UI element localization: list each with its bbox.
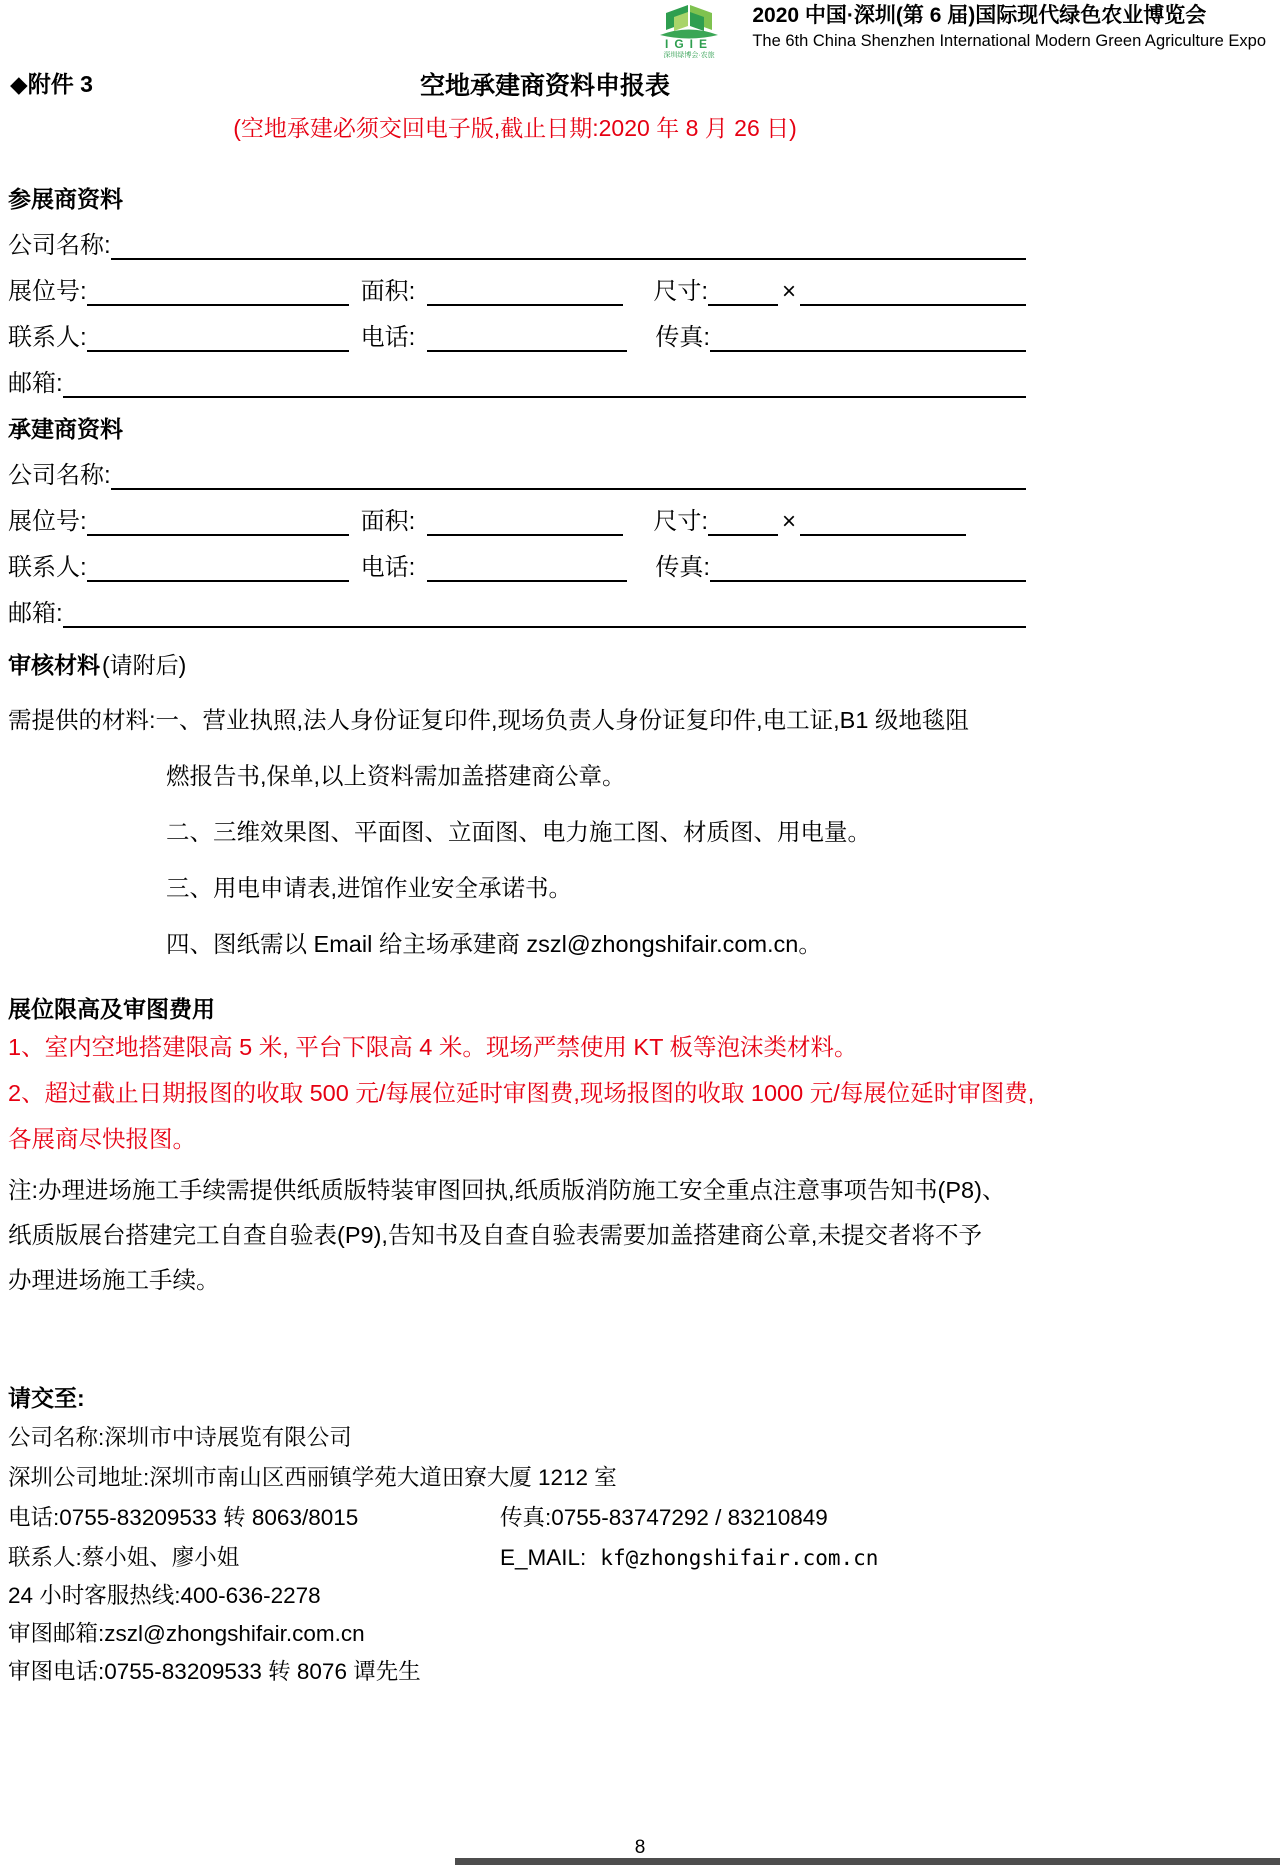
review-materials-heading-suffix: (请附后)	[102, 652, 187, 678]
expo-title-en: The 6th China Shenzhen International Modern Green Agriculture Expo	[752, 32, 1266, 50]
material-item	[8, 692, 1266, 748]
multiply-sign: ×	[782, 508, 797, 535]
logo-subtext: 深圳绿博会·农旅	[663, 52, 716, 59]
contractor-section-heading: 承建商资料	[8, 416, 123, 442]
exhibitor-section	[8, 176, 1026, 398]
company-name-field	[111, 462, 1026, 490]
form-title: 空地承建商资料申报表	[419, 72, 670, 100]
review-materials-heading: 审核材料	[8, 652, 100, 678]
booth-number-field	[87, 278, 349, 306]
service-hotline: 24 小时客服热线:400-636-2278	[8, 1583, 321, 1608]
materials-list	[8, 692, 1266, 972]
size-width-field	[708, 278, 778, 306]
material-item: 二、三维效果图、平面图、立面图、电力施工图、材质图、用电量。	[166, 819, 871, 845]
phone-label: 电话:	[360, 324, 416, 351]
contact-person-field	[87, 554, 349, 582]
contact-person-label: 联系人:	[8, 324, 87, 351]
entry-note-line-1: 注:办理进场施工手续需提供纸质版特装审图回执,纸质版消防施工安全重点注意事项告知书(P8)、	[8, 1177, 1006, 1203]
submit-email-label: E_MAIL:	[500, 1545, 587, 1570]
logo-acronym: IGIE	[665, 37, 714, 51]
attachment-label: ◆附件 3	[10, 71, 93, 97]
submit-heading: 请交至:	[8, 1385, 85, 1411]
contractor-section	[8, 398, 1026, 628]
email-label: 邮箱:	[8, 600, 63, 627]
size-length-field	[800, 508, 966, 536]
email-field	[63, 370, 1026, 398]
area-field	[427, 278, 623, 306]
booth-number-label: 展位号:	[8, 278, 87, 305]
contractor-booth-row	[8, 490, 1026, 536]
exhibitor-contact-row	[8, 306, 1026, 352]
phone-field	[427, 554, 627, 582]
company-name-label: 公司名称:	[8, 462, 111, 489]
exhibitor-section-heading: 参展商资料	[8, 186, 123, 212]
review-phone: 审图电话:0755-83209533 转 8076 谭先生	[8, 1659, 421, 1684]
header-titles	[752, 2, 1266, 52]
height-fees-heading: 展位限高及审图费用	[8, 996, 215, 1022]
exhibitor-company-row	[8, 214, 1026, 260]
material-item-text: 一、营业执照,法人身份证复印件,现场负责人身份证复印件,电工证,B1 级地毯阻	[155, 707, 969, 733]
submit-phone: 电话:0755-83209533 转 8063/8015	[8, 1505, 359, 1530]
submit-phone-fax-row	[8, 1493, 1280, 1533]
email-field	[63, 600, 1026, 628]
review-materials-heading-row	[8, 628, 1026, 680]
size-label: 尺寸:	[653, 278, 709, 305]
material-item: 燃报告书,保单,以上资料需加盖搭建商公章。	[166, 763, 626, 789]
contractor-contact-row	[8, 536, 1026, 582]
area-field	[427, 508, 623, 536]
scan-artifact-bar	[455, 1858, 1280, 1865]
header	[0, 0, 1280, 62]
review-email: 审图邮箱:zszl@zhongshifair.com.cn	[8, 1621, 365, 1646]
height-fee-note-1: 1、室内空地搭建限高 5 米, 平台下限高 4 米。现场严禁使用 KT 板等泡沫类材料。	[8, 1034, 858, 1060]
height-fee-note-3: 各展商尽快报图。	[8, 1126, 196, 1152]
booth-number-field	[87, 508, 349, 536]
size-width-field	[708, 508, 778, 536]
page-number: 8	[634, 1837, 646, 1858]
expo-title-cn: 2020 中国·深圳(第 6 届)国际现代绿色农业博览会	[752, 4, 1207, 27]
submit-fax: 传真:0755-83747292 / 83210849	[500, 1505, 828, 1530]
document-title-row	[0, 66, 1030, 102]
company-name-field	[111, 232, 1026, 260]
contractor-company-row	[8, 444, 1026, 490]
fax-label: 传真:	[655, 324, 711, 351]
expo-logo-icon	[636, 2, 742, 59]
size-label: 尺寸:	[653, 508, 709, 535]
fax-field	[710, 324, 1026, 352]
entry-note-line-3: 办理进场施工手续。	[8, 1267, 220, 1293]
submit-email: kf@zhongshifair.com.cn	[600, 1546, 879, 1570]
entry-note-block	[8, 1168, 1266, 1303]
submit-contact: 联系人:蔡小姐、廖小姐	[8, 1545, 240, 1570]
submit-contact-email-row	[8, 1533, 1280, 1573]
area-label: 面积:	[360, 508, 416, 535]
entry-note-line-2: 纸质版展台搭建完工自查自验表(P9),告知书及自查自验表需要加盖搭建商公章,未提交者将不予	[8, 1222, 982, 1248]
deadline-note: (空地承建必须交回电子版,截止日期:2020 年 8 月 26 日)	[233, 115, 797, 141]
contact-person-label: 联系人:	[8, 554, 87, 581]
fax-field	[710, 554, 1026, 582]
area-label: 面积:	[360, 278, 416, 305]
height-fee-note-2: 2、超过截止日期报图的收取 500 元/每展位延时审图费,现场报图的收取 1000 元/每展位延时审图费,	[8, 1080, 1035, 1106]
submit-address: 深圳公司地址:深圳市南山区西丽镇学苑大道田寮大厦 1212 室	[8, 1465, 617, 1490]
material-item: 四、图纸需以 Email 给主场承建商 zszl@zhongshifair.com.cn。	[166, 931, 822, 957]
submit-block	[8, 1413, 1280, 1687]
size-length-field	[800, 278, 1026, 306]
email-label: 邮箱:	[8, 370, 63, 397]
materials-intro: 需提供的材料:	[8, 707, 156, 733]
contact-person-field	[87, 324, 349, 352]
height-fees-block	[8, 1024, 1266, 1162]
multiply-sign: ×	[782, 278, 797, 305]
phone-field	[427, 324, 627, 352]
exhibitor-email-row	[8, 352, 1026, 398]
material-item: 三、用电申请表,进馆作业安全承诺书。	[166, 875, 573, 901]
fax-label: 传真:	[655, 554, 711, 581]
submit-company: 公司名称:深圳市中诗展览有限公司	[8, 1425, 352, 1450]
contractor-email-row	[8, 582, 1026, 628]
phone-label: 电话:	[360, 554, 416, 581]
booth-number-label: 展位号:	[8, 508, 87, 535]
company-name-label: 公司名称:	[8, 232, 111, 259]
exhibitor-booth-row	[8, 260, 1026, 306]
